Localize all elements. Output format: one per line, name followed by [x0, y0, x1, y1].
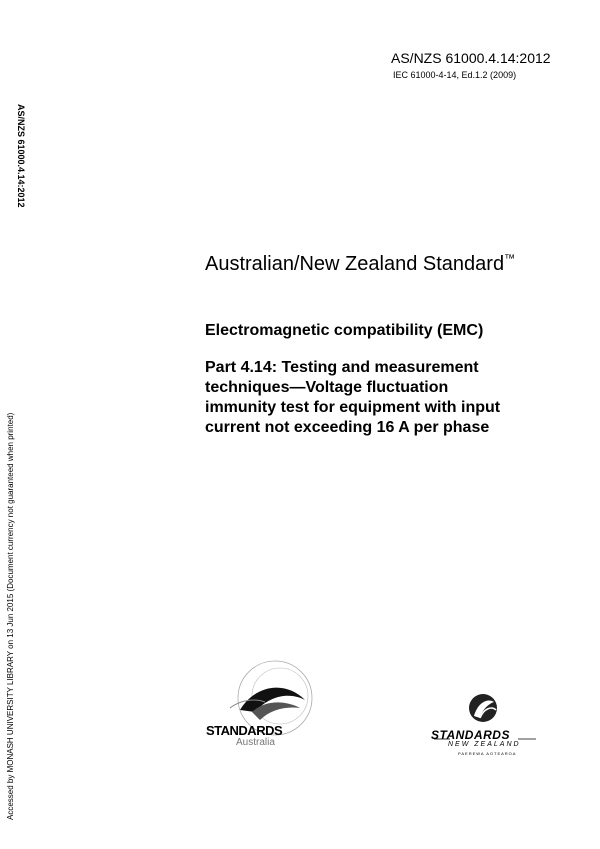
trademark-symbol: ™ — [504, 253, 516, 265]
spine-standard-number: AS/NZS 61000.4.14:2012 — [16, 104, 26, 208]
standards-nz-wordmark: STANDARDS — [431, 728, 510, 742]
part-title-line: techniques—Voltage fluctuation — [205, 379, 449, 396]
standards-australia-subtitle: Australia — [236, 737, 275, 748]
part-title-line: Part 4.14: Testing and measurement — [205, 359, 479, 376]
part-title — [205, 358, 565, 438]
part-title-line: immunity test for equipment with input — [205, 399, 501, 416]
access-notice-text: Accessed by MONASH UNIVERSITY LIBRARY on 13 Jun 2015 (Document currency not guaranteed when printed) — [6, 412, 15, 820]
standards-australia-wordmark: STANDARDS — [206, 723, 283, 738]
standard-number: AS/NZS 61000.4.14:2012 — [391, 50, 551, 66]
standard-type-text: Australian/New Zealand Standard — [205, 253, 505, 275]
document-title: Electromagnetic compatibility (EMC) — [205, 322, 484, 339]
spine-label — [12, 104, 26, 224]
access-notice — [6, 380, 20, 820]
standards-nz-maori-subtitle: PAEREWA AOTEAROA — [458, 751, 517, 756]
iec-reference: IEC 61000-4-14, Ed.1.2 (2009) — [393, 70, 517, 80]
part-title-line: current not exceeding 16 A per phase — [205, 419, 490, 436]
standards-nz-logo-graphic — [430, 690, 540, 760]
standard-type-heading — [205, 253, 515, 276]
standards-nz-subtitle: NEW ZEALAND — [448, 741, 521, 748]
